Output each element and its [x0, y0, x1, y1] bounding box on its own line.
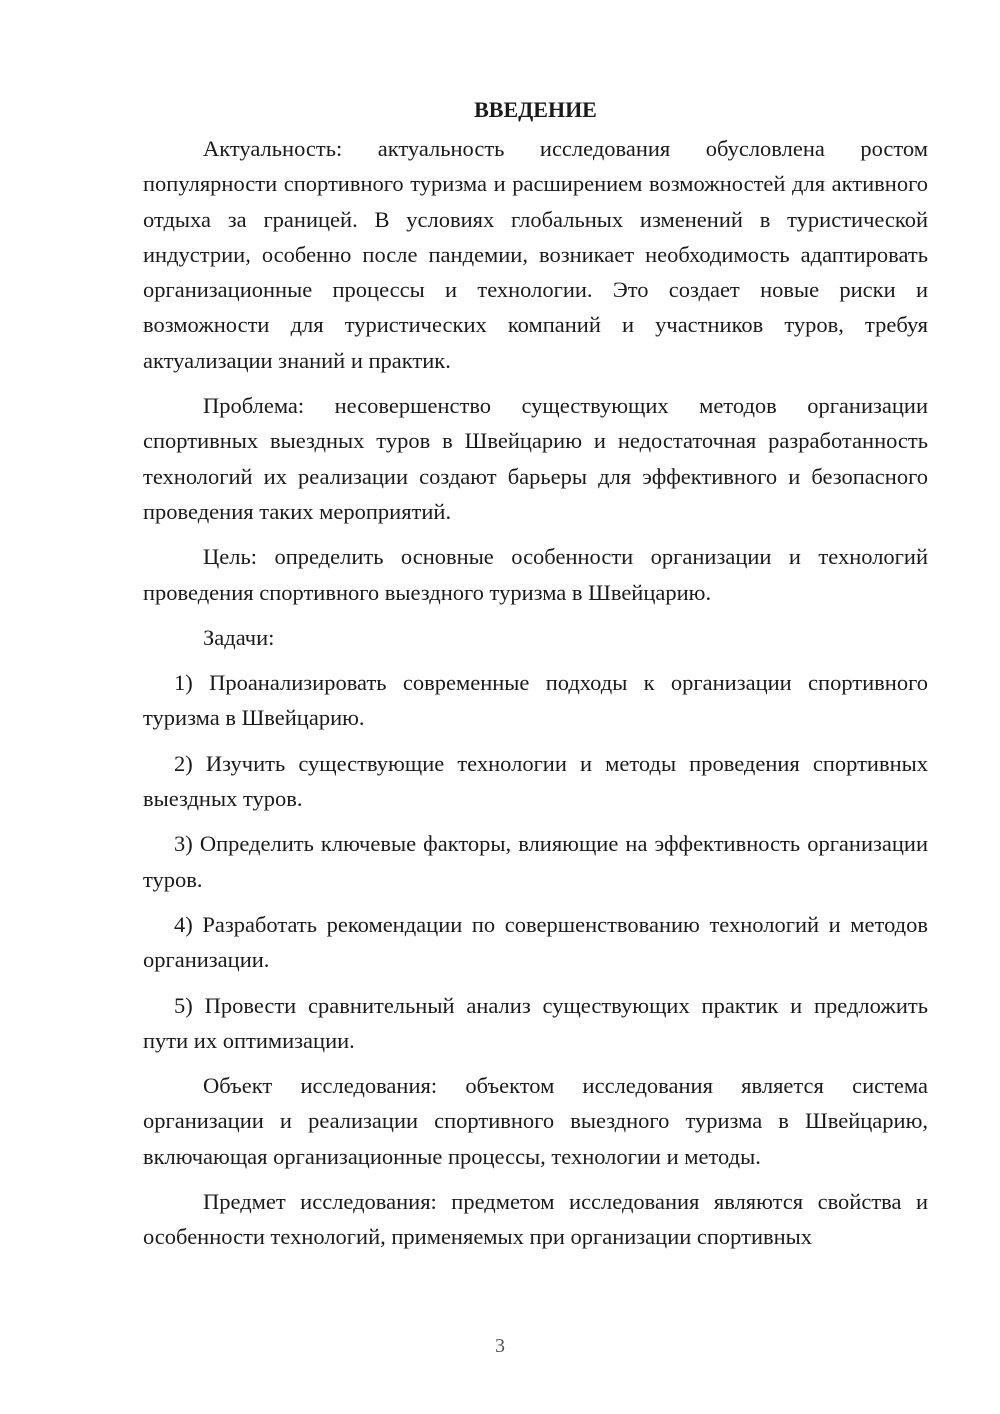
relevance-paragraph: Актуальность: актуальность исследования обусловлена ростом популярности спортивного туризма и расширением возможностей для активного отдыха за границей. В условиях глобальных изменений в туристической индустрии, особенно после пандемии, возникает необходимость адаптировать организационные процессы и технологии. Это создает новые риски и возможности для туристических компаний и участников туров, требуя актуализации знаний и практик. — [143, 136, 928, 373]
problem-paragraph: Проблема: несовершенство существующих методов организации спортивных выездных туров в Швейцарию и недостаточная разработанность технологий их реализации создают барьеры для эффективного и безопасного проведения таких мероприятий. — [143, 393, 928, 524]
goal-paragraph: Цель: определить основные особенности организации и технологий проведения спортивного выездного туризма в Швейцарию. — [143, 544, 928, 605]
subject-paragraph: Предмет исследования: предметом исследования являются свойства и особенности технологий, применяемых при организации спортивных — [143, 1189, 928, 1250]
task-item-3: 3) Определить ключевые факторы, влияющие на эффективность организации туров. — [143, 831, 928, 892]
task-item-2: 2) Изучить существующие технологии и методы проведения спортивных выездных туров. — [143, 750, 928, 812]
page-number: 3 — [495, 1335, 505, 1357]
section-heading: ВВЕДЕНИЕ — [474, 97, 597, 122]
document-page — [143, 92, 928, 1265]
task-item-1: 1) Проанализировать современные подходы к организации спортивного туризма в Швейцарию. — [143, 670, 928, 731]
task-item-5: 5) Провести сравнительный анализ существующих практик и предложить пути их оптимизации. — [143, 992, 928, 1053]
object-paragraph: Объект исследования: объектом исследования является система организации и реализации спортивного выездного туризма в Швейцарию, включающая организационные процессы, технологии и методы. — [143, 1073, 928, 1169]
tasks-label: Задачи: — [203, 624, 275, 650]
task-item-4: 4) Разработать рекомендации по совершенствованию технологий и методов организации. — [143, 911, 928, 973]
